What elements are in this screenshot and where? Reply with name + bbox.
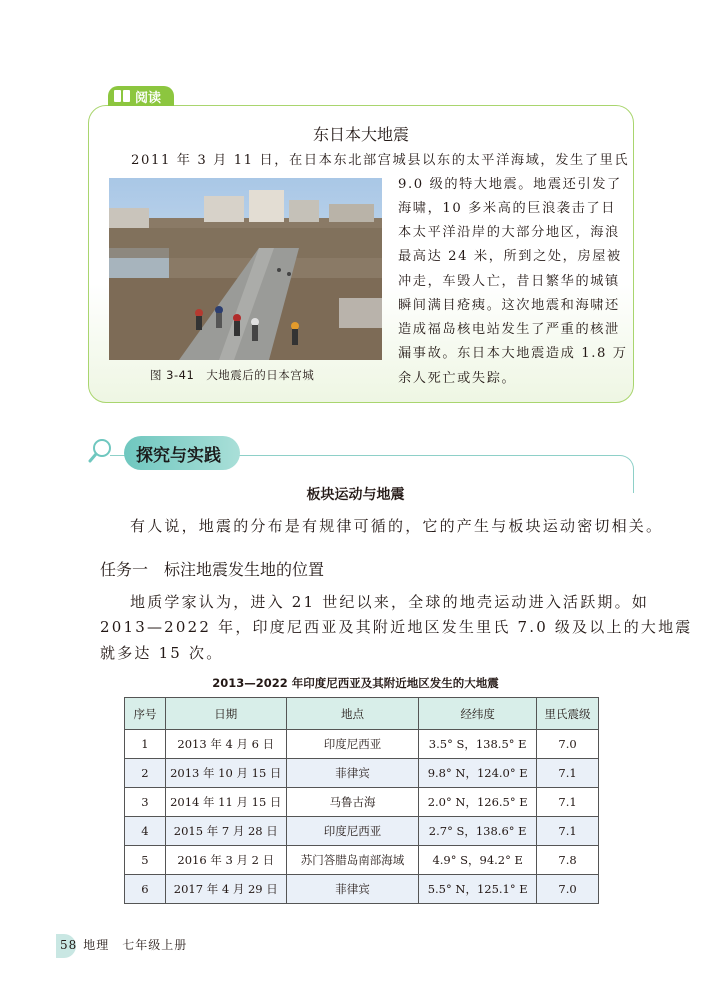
cell-location: 马鲁古海 (286, 788, 419, 817)
cell-magnitude: 7.1 (537, 759, 599, 788)
cell-coordinates: 9.8° N，124.0° E (419, 759, 537, 788)
table-row (125, 730, 599, 759)
cell-index: 1 (125, 730, 166, 759)
cell-magnitude: 7.0 (537, 875, 599, 904)
reading-line: 本太平洋沿岸的大部分地区，海浪 (398, 225, 620, 240)
cell-magnitude: 7.0 (537, 730, 599, 759)
header-index: 序号 (125, 698, 166, 730)
reading-line: 造成福岛核电站发生了严重的核泄 (398, 322, 620, 337)
cell-location: 印度尼西亚 (286, 730, 419, 759)
cell-index: 6 (125, 875, 166, 904)
reading-line: 9.0 级的特大地震。地震还引发了 (398, 177, 622, 192)
reading-tab-label: 阅读 (135, 90, 162, 106)
header-magnitude: 里氏震级 (537, 698, 599, 730)
explore-label: 探究与实践 (136, 446, 221, 466)
table-row (125, 817, 599, 846)
cell-coordinates: 5.5° N，125.1° E (419, 875, 537, 904)
page-footer (60, 936, 187, 953)
task-line: 地质学家认为，进入 21 世纪以来，全球的地壳运动进入活跃期。如 (130, 593, 650, 611)
cell-location: 印度尼西亚 (286, 817, 419, 846)
table-row (125, 875, 599, 904)
photo-caption: 图 3-41 大地震后的日本宫城 (150, 368, 315, 382)
reading-line: 海啸，10 多米高的巨浪袭击了日 (398, 201, 617, 216)
cell-location: 菲律宾 (286, 875, 419, 904)
book-icon (114, 90, 130, 102)
table-row (125, 846, 599, 875)
cell-date: 2015 年 7 月 28 日 (165, 817, 286, 846)
cell-date: 2013 年 10 月 15 日 (165, 759, 286, 788)
cell-coordinates: 2.0° N，126.5° E (419, 788, 537, 817)
cell-coordinates: 3.5° S，138.5° E (419, 730, 537, 759)
reading-line: 漏事故。东日本大地震造成 1.8 万 (398, 346, 628, 361)
table-row (125, 759, 599, 788)
task-line: 就多达 15 次。 (100, 644, 224, 662)
table-title: 2013—2022 年印度尼西亚及其附近地区发生的大地震 (212, 676, 499, 690)
task-line: 2013—2022 年，印度尼西亚及其附近地区发生里氏 7.0 级及以上的大地震 (100, 618, 693, 636)
cell-date: 2013 年 4 月 6 日 (165, 730, 286, 759)
reading-line: 余人死亡或失踪。 (398, 371, 517, 386)
reading-tab (108, 86, 174, 106)
table-header-row (125, 698, 599, 730)
earthquake-photo (109, 178, 382, 360)
cell-magnitude: 7.1 (537, 817, 599, 846)
explore-title: 板块运动与地震 (306, 487, 405, 503)
page-number: 58 (60, 938, 78, 952)
book-title: 地理 七年级上册 (83, 938, 188, 952)
cell-magnitude: 7.1 (537, 788, 599, 817)
cell-coordinates: 2.7° S，138.6° E (419, 817, 537, 846)
cell-coordinates: 4.9° S，94.2° E (419, 846, 537, 875)
task-title: 任务一 标注地震发生地的位置 (100, 560, 325, 579)
cell-index: 3 (125, 788, 166, 817)
intro-text: 有人说，地震的分布是有规律可循的，它的产生与板块运动密切相关。 (130, 517, 664, 535)
earthquake-table (124, 697, 599, 904)
cell-location: 菲律宾 (286, 759, 419, 788)
reading-line: 最高达 24 米，所到之处，房屋被 (398, 249, 622, 264)
cell-location: 苏门答腊岛南部海域 (286, 846, 419, 875)
header-coordinates: 经纬度 (419, 698, 537, 730)
cell-date: 2014 年 11 月 15 日 (165, 788, 286, 817)
cell-magnitude: 7.8 (537, 846, 599, 875)
cell-date: 2017 年 4 月 29 日 (165, 875, 286, 904)
reading-title: 东日本大地震 (312, 125, 409, 144)
cell-index: 5 (125, 846, 166, 875)
table-row (125, 788, 599, 817)
header-location: 地点 (286, 698, 419, 730)
cell-index: 2 (125, 759, 166, 788)
reading-line: 瞬间满目疮痍。这次地震和海啸还 (398, 298, 620, 313)
cell-date: 2016 年 3 月 2 日 (165, 846, 286, 875)
cell-index: 4 (125, 817, 166, 846)
reading-line: 冲走，车毁人亡，昔日繁华的城镇 (398, 274, 620, 289)
reading-line: 2011 年 3 月 11 日，在日本东北部宫城县以东的太平洋海域，发生了里氏 (131, 153, 630, 168)
header-date: 日期 (165, 698, 286, 730)
magnifier-icon (88, 437, 114, 463)
